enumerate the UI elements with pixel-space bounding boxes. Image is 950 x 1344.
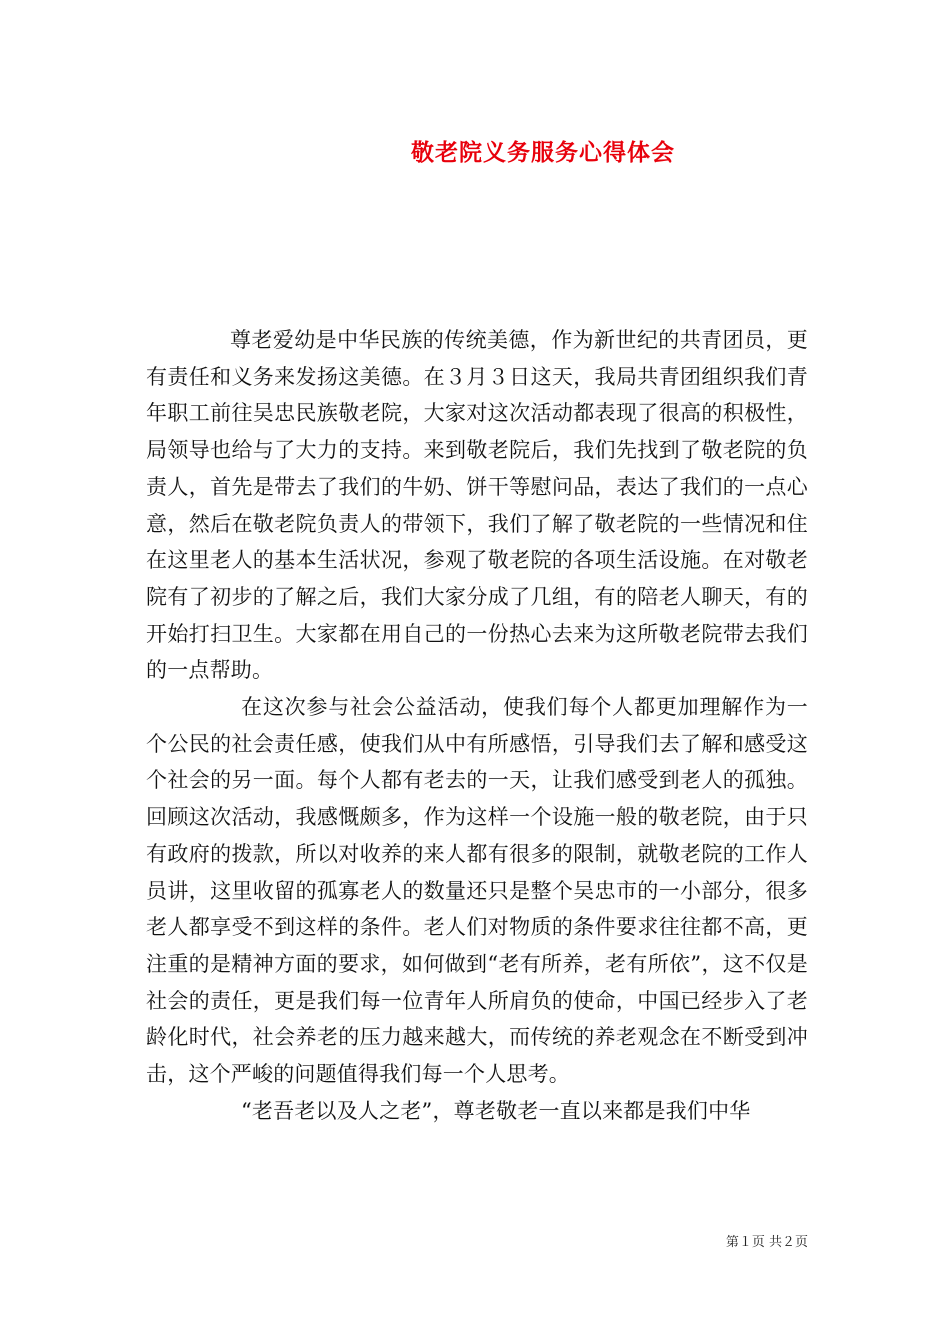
paragraph-2: 在这次参与社会公益活动，使我们每个人都更加理解作为一个公民的社会责任感，使我们从中有所感悟，引导我们去了解和感受这个社会的另一面。每个人都有老去的一天，让我们感受到老人的孤独。回顾这次活动，我感慨颇多，作为这样一个设施一般的敬老院，由于只有政府的拨款，所以对收养的来人都有很多的限制，就敬老院的工作人员讲，这里收留的孤寡老人的数量还只是整个吴忠市的一小部分，很多老人都享受不到这样的条件。老人们对物质的条件要求往往都不高，更注重的是精神方面的要求，如何做到“老有所养，老有所依”，这不仅是社会的责任，更是我们每一位青年人所肩负的使命，中国已经步入了老龄化时代，社会养老的压力越来越大，而传统的养老观念在不断受到冲击，这个严峻的问题值得我们每一个人思考。 <box>146 695 808 1087</box>
paragraph-3: “老吾老以及人之老”，尊老敬老一直以来都是我们中华 <box>241 1098 751 1123</box>
document-title: 敬老院义务服务心得体会 <box>411 139 675 166</box>
page-number-footer: 第１页 共２页 <box>725 1235 808 1250</box>
document-body <box>146 322 808 1129</box>
paragraph-1: 尊老爱幼是中华民族的传统美德，作为新世纪的共青团员，更有责任和义务来发扬这美德。在３月３日这天，我局共青团组织我们青年职工前往吴忠民族敬老院，大家对这次活动都表现了很高的积极性，局领导也给与了大力的支持。来到敬老院后，我们先找到了敬老院的负责人，首先是带去了我们的牛奶、饼干等慰问品，表达了我们的一点心意，然后在敬老院负责人的带领下，我们了解了敬老院的一些情况和住在这里老人的基本生活状况，参观了敬老院的各项生活设施。在对敬老院有了初步的了解之后，我们大家分成了几组，有的陪老人聊天，有的开始打扫卫生。大家都在用自己的一份热心去来为这所敬老院带去我们的一点帮助。 <box>146 328 808 683</box>
